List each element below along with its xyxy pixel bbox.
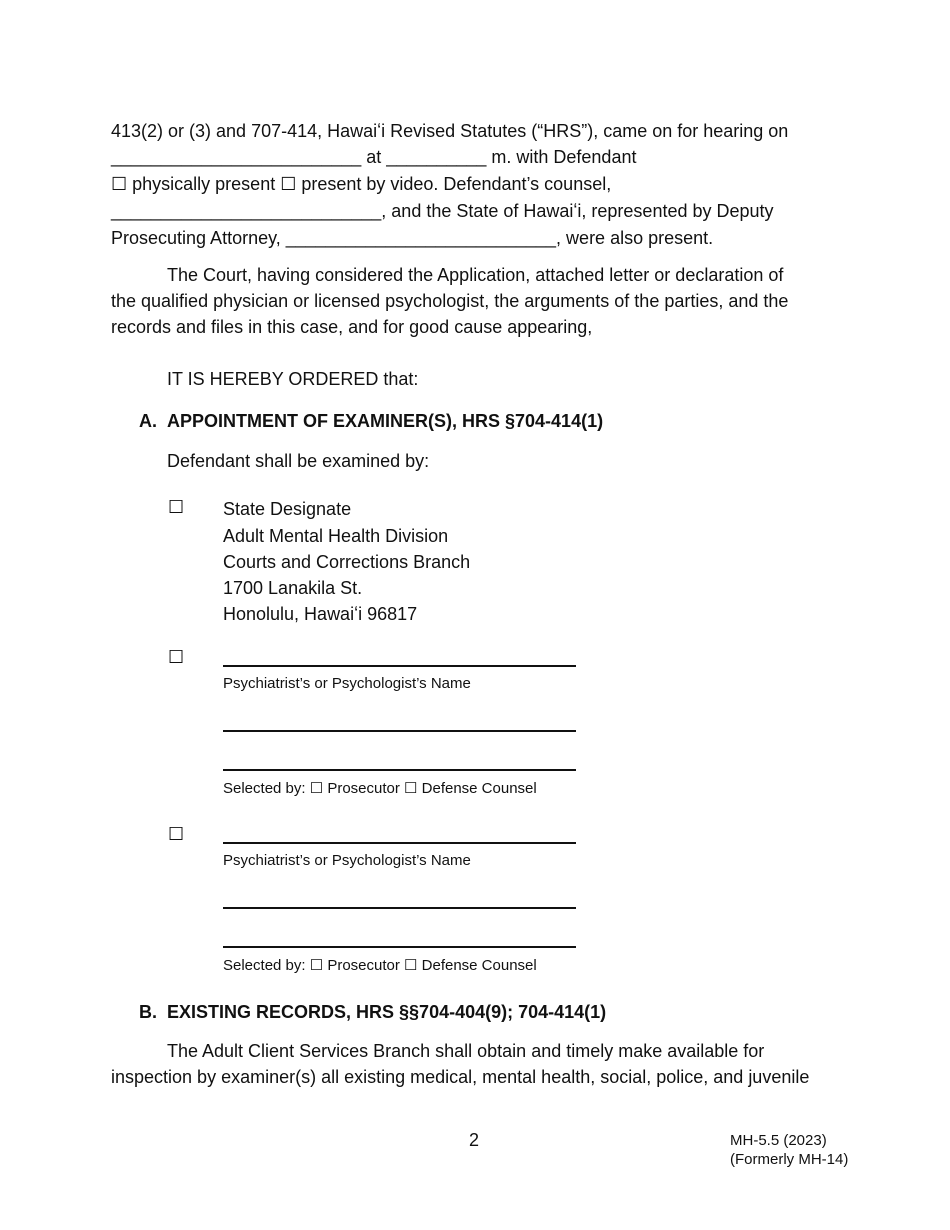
intro-line-3: ☐ physically present ☐ present by video. Defendant’s counsel, bbox=[111, 174, 612, 194]
section-b-line-1: The Adult Client Services Branch shall obtain and timely make available for bbox=[167, 1041, 765, 1061]
examiner-1-checkbox[interactable]: ☐ bbox=[168, 647, 185, 668]
examiner-2-checkbox[interactable]: ☐ bbox=[168, 824, 185, 845]
intro-line-2: _________________________ at __________ m. with Defendant bbox=[111, 147, 637, 167]
examiner-2-address-line-2[interactable] bbox=[223, 946, 576, 948]
intro-line-5: Prosecuting Attorney, ___________________________, were also present. bbox=[111, 228, 714, 248]
examiner-1-name-line[interactable] bbox=[223, 665, 576, 667]
intro-line-1: 413(2) or (3) and 707-414, Hawaiʻi Revised Statutes (“HRS”), came on for hearing on bbox=[111, 121, 789, 141]
section-b-letter: B. bbox=[139, 1002, 157, 1022]
consideration-line-3: records and files in this case, and for good cause appearing, bbox=[111, 317, 593, 337]
examiner-1-address-line-2[interactable] bbox=[223, 769, 576, 771]
state-designate-checkbox[interactable]: ☐ bbox=[168, 497, 185, 518]
section-a-letter: A. bbox=[139, 411, 157, 431]
examiner-2-selected-by[interactable]: Selected by: ☐ Prosecutor ☐ Defense Counsel bbox=[223, 957, 537, 974]
consideration-line-1: The Court, having considered the Application, attached letter or declaration of bbox=[167, 265, 784, 285]
examiner-2-address-line-1[interactable] bbox=[223, 907, 576, 909]
state-designate-street: 1700 Lanakila St. bbox=[223, 578, 363, 598]
examiner-2-name-line[interactable] bbox=[223, 842, 576, 844]
page-number: 2 bbox=[469, 1130, 480, 1150]
examiner-2-name-label: Psychiatrist’s or Psychologist’s Name bbox=[223, 852, 471, 869]
section-b-line-2: inspection by examiner(s) all existing medical, mental health, social, police, and juvenile bbox=[111, 1067, 810, 1087]
section-a-title: APPOINTMENT OF EXAMINER(S), HRS §704-414(1) bbox=[167, 411, 604, 431]
consideration-line-2: the qualified physician or licensed psychologist, the arguments of the parties, and the bbox=[111, 291, 789, 311]
examiner-1-address-line-1[interactable] bbox=[223, 730, 576, 732]
state-designate-city: Honolulu, Hawaiʻi 96817 bbox=[223, 604, 418, 624]
state-designate-name: State Designate bbox=[223, 499, 352, 519]
examiner-1-name-label: Psychiatrist’s or Psychologist’s Name bbox=[223, 675, 471, 692]
ordered-statement: IT IS HEREBY ORDERED that: bbox=[167, 369, 419, 389]
form-number: MH-5.5 (2023) bbox=[730, 1132, 827, 1149]
intro-line-4: ___________________________, and the State of Hawaiʻi, represented by Deputy bbox=[111, 201, 774, 221]
section-b-title: EXISTING RECORDS, HRS §§704-404(9); 704-414(1) bbox=[167, 1002, 607, 1022]
section-a-intro: Defendant shall be examined by: bbox=[167, 451, 430, 471]
formerly-label: (Formerly MH-14) bbox=[730, 1151, 849, 1168]
examiner-1-selected-by[interactable]: Selected by: ☐ Prosecutor ☐ Defense Counsel bbox=[223, 780, 537, 797]
state-designate-division: Adult Mental Health Division bbox=[223, 526, 449, 546]
state-designate-branch: Courts and Corrections Branch bbox=[223, 552, 471, 572]
